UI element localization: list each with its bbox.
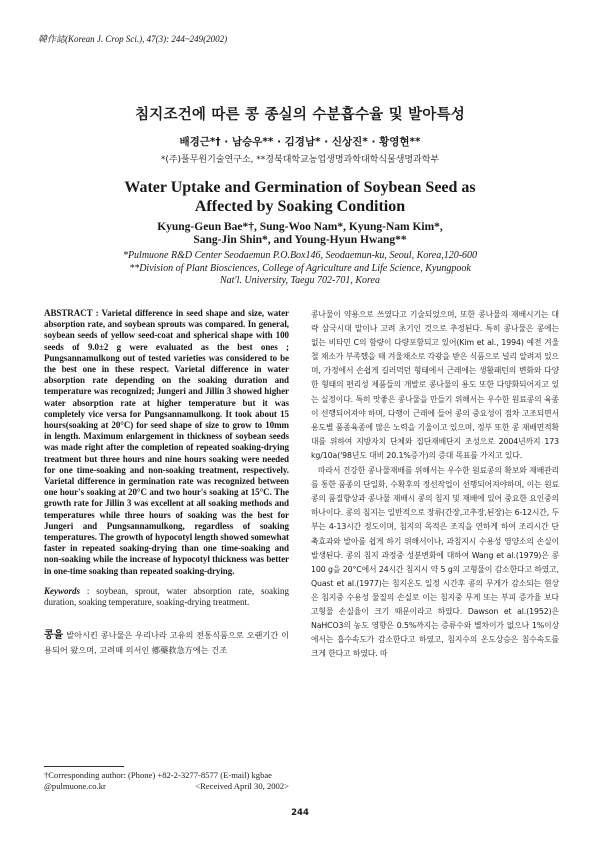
abstract-label: ABSTRACT :	[44, 308, 99, 318]
footnote-line1: †Corresponding author: (Phone) +82-2-3277-8577 (E-mail) kgbae	[44, 770, 272, 780]
right-column	[311, 308, 559, 661]
left-column	[44, 308, 289, 657]
abstract-text: Varietal difference in seed shape and size, water absorption rate, and soybean sprouts was compared. In general, soybean seeds of yellow seed-coat and spherical shape with 100 seeds of 9.0±2 g were evaluated as the best ones ; Pungsannamulkong out of tested varieties was considered to be the best one in these respect. Varietal difference in water absorption rate depending on the soaking duration and temperature was recognized; Jungeri and Jillin 3 showed higher water absorption rate at higher temperature but it was completely vice versa for Pungsannamulkong. It took about 15 hours(soaking at 20°C) for seed shape of size to grow to 10mm in length. Maximum enlargement in thickness of soybean seeds was made right after the completion of repeated soaking-drying treatment but three hours and nine hours soaking were needed for one time-soaking and non-soaking treatment, respectively. Varietal difference in germination rate was recognized between one hour's soaking at 20°C and two hour's soaking at 15°C. The growth rate for Jillin 3 was excellent at all soaking methods and temperatures while three hours of soaking was the best for Jungeri and Pungsannamulkong, regardless of soaking temperatures. The growth of hypocotyl length showed somewhat faster in repeated soaking-drying than one time-soaking and non-soaking while the increase of hypocotyl thickness was better in one-time soaking than repeated soaking-drying.	[44, 308, 289, 576]
english-title	[90, 178, 510, 216]
footnote-line2	[44, 781, 289, 792]
english-authors-line1: Kyung-Geun Bae*†, Sung-Woo Nam*, Kyung-Nam Kim*,	[157, 221, 443, 233]
intro-lead-word: 콩을	[44, 629, 64, 641]
english-title-line1: Water Uptake and Germination of Soybean Seed as	[124, 179, 476, 196]
english-authors	[110, 221, 490, 247]
abstract	[44, 308, 289, 577]
right-paragraph-1: 콩나물이 약용으로 쓰였다고 기술되었으며, 또한 콩나물의 재배시기는 대략 삼국시대 말이나 고려 초기인 것으로 추정된다. 특히 콩나물은 콩에는 없는 비타민 C의 함량이 다량포함되고 있어(Kim et al., 1994) 예전 겨울철 채소가 부족했을 때 겨울채소로 각광을 받은 식품으로 널리 알려져 있으며, 가정에서 손쉽게 길러먹던 형태에서 근래에는 생활패턴의 변화와 다양한 형태의 편리성 제품들의 개발로 콩나물의 용도 또한 다양화되어지고 있는 실정이다. 특히 맛좋은 콩나물을 만들기 위해서는 우수한 원료콩의 육종이 선행되어져야 하며, 다행이 근래에 들어 콩의 중요성이 점차 고조되면서 용도별 품종육종에 많은 노력을 기울이고 있으며, 정부 또한 콩 재배면적확대를 위하여 지방자치 단체와 집단재배단지 조성으로 2004년까지 173 kg/10a('98년도 대비 20.1%증가)의 증대 목표를 가지고 있다.	[311, 310, 559, 460]
korean-authors: 배경근*† · 남승우** · 김경남* · 신상진* · 황영현**	[179, 136, 421, 148]
footnote-received: <Received April 30, 2002>	[195, 780, 289, 791]
korean-title: 침지조건에 따른 콩 종실의 수분흡수율 및 발아특성	[135, 107, 465, 123]
journal-header: 韓作誌(Korean J. Crop Sci.), 47(3): 244~249(2002)	[38, 34, 228, 44]
footnote	[44, 770, 289, 791]
english-affil-line3: Nat'l. University, Taegu 702-701, Korea	[219, 275, 380, 286]
footnote-divider	[44, 766, 124, 767]
english-affiliation	[90, 250, 510, 288]
intro-text: 발아시킨 콩나물은 우리나라 고유의 전통식품으로 오랜기간 이용되어 왔으며, 고려때 의서인 鄕藥救急方에는 건조	[44, 629, 289, 655]
english-authors-line2: Sang-Jin Shin*, and Young-Hyun Hwang**	[193, 234, 407, 246]
english-affil-line2: **Division of Plant Biosciences, College of Agriculture and Life Science, Kyungpook	[129, 262, 471, 274]
keywords-label: Keywords	[44, 585, 80, 596]
right-paragraph-2: 따라서 건강한 콩나물재배를 위해서는 우수한 원료콩의 확보와 재배관리를 통한 품종의 단일화, 수확후의 정선작업이 선행되어져야하며, 이는 원료콩의 품질향상과 콩나물 재배시 콩의 침지 및 재배에 있어 중요한 요인중의 하나이다. 콩의 침지는 일반적으로 장류(간장,고추장,된장)는 6-12시간, 두부는 4-13시간 정도이며, 침지의 목적은 조직을 연하게 하여 조리시간 단축효과와 발아를 쉽게 하기 위해서이나, 과침지시 수용성 영양소의 손실이 발생된다. 콩의 침지 과정중 성분변화에 대하여 Wang et al.(1979)은 콩 100 g을 20°C에서 24시간 침지시 약 5 g의 고형물이 감소한다고 하였고, Quast et al.(1977)는 침지온도 일정 시간후 콩의 무게가 감소되는 현상은 침지중 수용성 물질의 손실로 이는 침지중 무게 또는 부피 증가율 보다 고형물 손실율이 크기 때문이라고 하였다. Dawson et al.(1952)은 NaHCO3의 농도 영향은 0.5%까지는 증류수와 별차이가 없으나 1%이상에서는 흡수속도가 감소한다고 하였고, 침지수의 온도상승은 침수속도를 크게 한다고 하였다. 따	[311, 466, 559, 659]
intro-paragraph	[44, 628, 289, 657]
footnote-email: @pulmuone.co.kr	[44, 780, 106, 791]
page-number: 244	[291, 808, 309, 818]
keywords	[44, 586, 289, 608]
english-title-line2: Affected by Soaking Condition	[194, 198, 406, 215]
keywords-text: : soybean, sprout, water absorption rate, soaking duration, soaking temperature, soaking-drying treatment.	[44, 585, 289, 607]
english-affil-line1: *Pulmuone R&D Center Seodaemun P.O.Box146, Seodaemun-ku, Seoul, Korea,120-600	[122, 250, 478, 261]
korean-affiliation: *(주)풀무원기술연구소, **경북대학교농업생명과학대학식물생명과학부	[160, 155, 440, 165]
